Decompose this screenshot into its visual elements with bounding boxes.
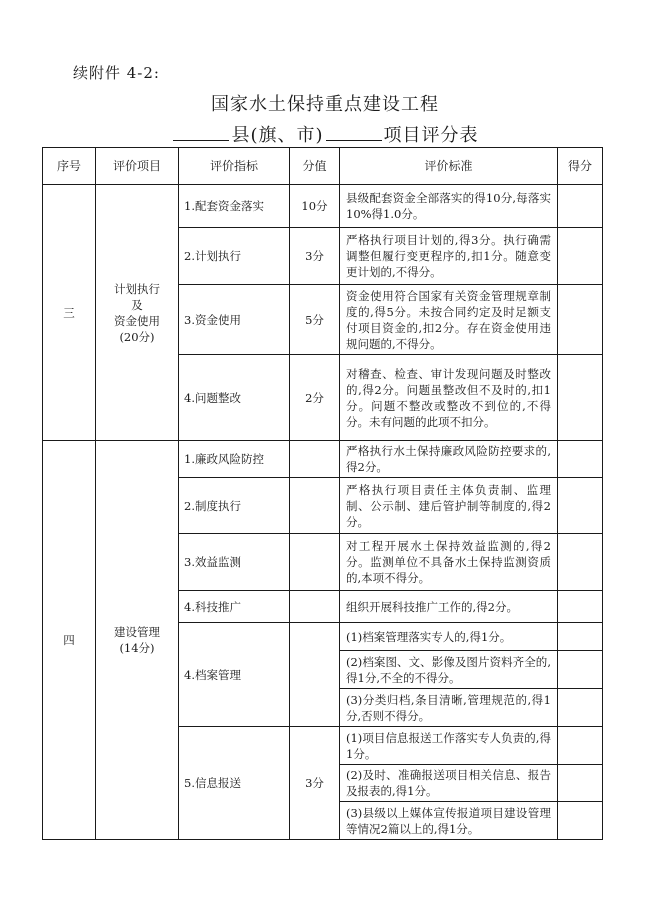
score-input-cell[interactable] <box>558 355 603 441</box>
score-input-cell[interactable] <box>558 285 603 355</box>
table-row <box>43 185 603 228</box>
score-input-cell[interactable] <box>558 228 603 285</box>
score-input-cell[interactable] <box>558 591 603 623</box>
county-name-blank[interactable] <box>173 124 229 141</box>
score-value <box>290 623 340 727</box>
column-header: 序号 <box>43 148 96 185</box>
table-header-row <box>43 148 603 185</box>
page-subtitle <box>0 121 650 147</box>
score-input-cell[interactable] <box>558 185 603 228</box>
project-name-blank[interactable] <box>326 124 382 141</box>
indicator-cell: 2.制度执行 <box>179 478 290 534</box>
standard-cell: 资金使用符合国家有关资金管理规章制度的,得5分。未按合同约定及时足额支付项目资金的,扣2分。存在资金使用违规问题的,不得分。 <box>340 285 558 355</box>
score-input-cell[interactable] <box>558 765 603 802</box>
standard-cell: 对工程开展水土保持效益监测的,得2分。监测单位不具备水土保持监测资质的,本项不得分。 <box>340 534 558 591</box>
standard-cell: 县级配套资金全部落实的得10分,每落实10%得1.0分。 <box>340 185 558 228</box>
standard-cell: 严格执行水土保持廉政风险防控要求的,得2分。 <box>340 441 558 478</box>
section-number: 三 <box>43 185 96 441</box>
indicator-cell: 5.信息报送 <box>179 727 290 840</box>
score-value: 3分 <box>290 727 340 840</box>
county-label: 县(旗、市) <box>231 125 324 146</box>
score-value: 5分 <box>290 285 340 355</box>
column-header: 评价标准 <box>340 148 558 185</box>
score-input-cell[interactable] <box>558 623 603 651</box>
score-value <box>290 478 340 534</box>
score-input-cell[interactable] <box>558 534 603 591</box>
score-input-cell[interactable] <box>558 689 603 727</box>
score-value <box>290 591 340 623</box>
score-input-cell[interactable] <box>558 802 603 840</box>
score-value <box>290 534 340 591</box>
score-input-cell[interactable] <box>558 441 603 478</box>
indicator-cell: 1.廉政风险防控 <box>179 441 290 478</box>
standard-cell: 严格执行项目责任主体负责制、监理制、公示制、建后管护制等制度的,得2分。 <box>340 478 558 534</box>
section-item: 计划执行 及 资金使用 (20分) <box>96 185 179 441</box>
page-title: 国家水土保持重点建设工程 <box>211 94 439 115</box>
table-row <box>43 441 603 478</box>
indicator-cell: 3.资金使用 <box>179 285 290 355</box>
score-value: 2分 <box>290 355 340 441</box>
standard-cell: (1)档案管理落实专人的,得1分。 <box>340 623 558 651</box>
standard-cell: (2)档案图、文、影像及图片资料齐全的,得1分,不全的不得分。 <box>340 651 558 689</box>
attachment-label: 续附件 4-2: <box>73 64 160 82</box>
column-header: 分值 <box>290 148 340 185</box>
score-value: 10分 <box>290 185 340 228</box>
indicator-cell: 1.配套资金落实 <box>179 185 290 228</box>
standard-cell: 对稽查、检查、审计发现问题及时整改的,得2分。问题虽整改但不及时的,扣1分。问题不整改或整改不到位的,不得分。未有问题的此项不扣分。 <box>340 355 558 441</box>
standard-cell: 组织开展科技推广工作的,得2分。 <box>340 591 558 623</box>
standard-cell: (3)县级以上媒体宣传报道项目建设管理等情况2篇以上的,得1分。 <box>340 802 558 840</box>
column-header: 评价指标 <box>179 148 290 185</box>
column-header: 得分 <box>558 148 603 185</box>
score-input-cell[interactable] <box>558 651 603 689</box>
standard-cell: 严格执行项目计划的,得3分。执行确需调整但履行变更程序的,扣1分。随意变更计划的,不得分。 <box>340 228 558 285</box>
score-value: 3分 <box>290 228 340 285</box>
score-table <box>42 147 603 840</box>
score-table-label: 项目评分表 <box>383 125 479 146</box>
standard-cell: (2)及时、准确报送项目相关信息、报告及报表的,得1分。 <box>340 765 558 802</box>
indicator-cell: 4.档案管理 <box>179 623 290 727</box>
indicator-cell: 3.效益监测 <box>179 534 290 591</box>
indicator-cell: 4.问题整改 <box>179 355 290 441</box>
indicator-cell: 4.科技推广 <box>179 591 290 623</box>
standard-cell: (3)分类归档,条目清晰,管理规范的,得1分,否则不得分。 <box>340 689 558 727</box>
indicator-cell: 2.计划执行 <box>179 228 290 285</box>
standard-cell: (1)项目信息报送工作落实专人负责的,得1分。 <box>340 727 558 765</box>
section-number: 四 <box>43 441 96 840</box>
score-value <box>290 441 340 478</box>
score-input-cell[interactable] <box>558 727 603 765</box>
column-header: 评价项目 <box>96 148 179 185</box>
section-item: 建设管理 (14分) <box>96 441 179 840</box>
score-input-cell[interactable] <box>558 478 603 534</box>
